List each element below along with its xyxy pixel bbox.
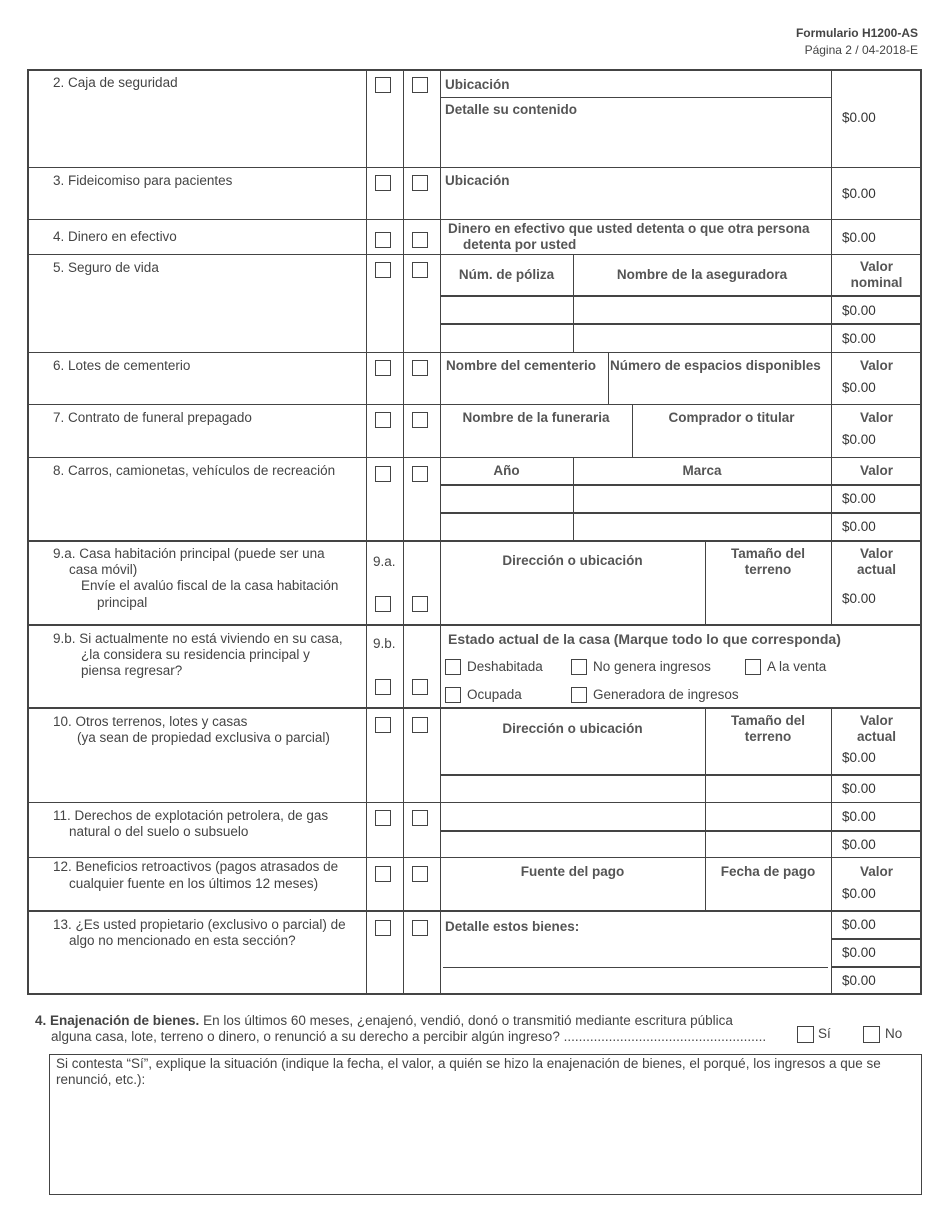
amount-field[interactable]: $0.00 — [842, 230, 876, 245]
explanation-instructions-cont: renunció, etc.): — [56, 1072, 146, 1087]
form-id: Formulario H1200-AS — [795, 26, 918, 40]
column-header: nominal — [850, 275, 903, 290]
amount-field[interactable]: $0.00 — [842, 303, 876, 318]
amount-field[interactable]: $0.00 — [842, 973, 876, 988]
amount-field[interactable]: $0.00 — [842, 519, 876, 534]
row-label: 10. Otros terrenos, lotes y casas — [53, 714, 248, 729]
row-label: cualquier fuente en los últimos 12 meses) — [69, 876, 319, 891]
section-4-question-cont: alguna casa, lote, terreno o dinero, o renunció a su derecho a percibir algún ingreso? ...................................................... — [51, 1029, 767, 1044]
section-4-line1 — [35, 1013, 733, 1029]
row-separator — [27, 707, 922, 709]
column-header: Valor — [859, 358, 894, 373]
checkbox-no[interactable] — [412, 175, 428, 191]
column-header: Valor — [859, 259, 894, 274]
row-separator — [27, 404, 922, 405]
column-header: Valor — [859, 864, 894, 879]
checkbox-no[interactable] — [863, 1026, 880, 1043]
row-separator — [27, 457, 922, 458]
checkbox-no[interactable] — [412, 466, 428, 482]
row-separator — [27, 219, 922, 220]
option-label: A la venta — [767, 659, 827, 674]
checkbox-yes[interactable] — [375, 360, 391, 376]
field-label: detenta por usted — [463, 237, 577, 252]
column-header: terreno — [744, 562, 792, 577]
checkbox-yes[interactable] — [375, 810, 391, 826]
checkbox-yes[interactable] — [375, 866, 391, 882]
amount-field[interactable]: $0.00 — [842, 331, 876, 346]
house-status-title: Estado actual de la casa (Marque todo lo que corresponda) — [448, 631, 841, 647]
value-column-divider — [831, 910, 832, 995]
write-line — [443, 967, 828, 968]
row-label: 4. Dinero en efectivo — [53, 229, 177, 244]
checkbox-yes[interactable] — [375, 175, 391, 191]
section-4-title: 4. Enajenación de bienes. — [35, 1013, 200, 1028]
explanation-instructions: Si contesta “Sí”, explique la situación (indique la fecha, el valor, a quién se hizo la enajenación de bienes, el porqué, los ingresos a que se — [56, 1056, 881, 1071]
field-label: Dinero en efectivo que usted detenta o que otra persona — [448, 221, 810, 236]
column-header: Valor — [859, 546, 894, 561]
option-checkbox[interactable] — [571, 687, 587, 703]
row-separator — [27, 857, 922, 858]
checkbox-yes[interactable] — [375, 412, 391, 428]
column-header: Número de espacios disponibles — [610, 358, 821, 373]
checkbox-no[interactable] — [412, 77, 428, 93]
amount-field[interactable]: $0.00 — [842, 110, 876, 125]
column-header: actual — [856, 729, 897, 744]
option-checkbox[interactable] — [445, 687, 461, 703]
column-header: Valor — [859, 463, 894, 478]
amount-field[interactable]: $0.00 — [842, 750, 876, 765]
row-separator — [27, 624, 922, 626]
inner-divider — [573, 254, 574, 352]
checkbox-yes[interactable] — [375, 262, 391, 278]
amount-field[interactable]: $0.00 — [842, 591, 876, 606]
row-label: 13. ¿Es usted propietario (exclusivo o parcial) de — [53, 917, 346, 932]
checkbox-yes[interactable] — [375, 232, 391, 248]
amount-field[interactable]: $0.00 — [842, 917, 876, 932]
column-header: Valor — [859, 713, 894, 728]
option-label: No genera ingresos — [593, 659, 711, 674]
inner-line — [440, 830, 922, 832]
checkbox-no[interactable] — [412, 232, 428, 248]
column-header: Valor — [859, 410, 894, 425]
option-label: Generadora de ingresos — [593, 687, 739, 702]
amount-field[interactable]: $0.00 — [842, 781, 876, 796]
amount-field[interactable]: $0.00 — [842, 809, 876, 824]
option-checkbox[interactable] — [445, 659, 461, 675]
row-separator — [27, 802, 922, 803]
inner-divider — [608, 352, 609, 404]
inner-line — [831, 966, 922, 968]
column-header: Nombre de la funeraria — [462, 410, 610, 425]
row-label: 2. Caja de seguridad — [53, 75, 178, 90]
column-header: Comprador o titular — [668, 410, 795, 425]
field-label: Detalle estos bienes: — [445, 919, 580, 934]
no-label: No — [885, 1026, 903, 1041]
checkbox-no[interactable] — [412, 679, 428, 695]
row-label: Envíe el avalúo fiscal de la casa habitación — [81, 578, 339, 593]
column-header: Núm. de póliza — [458, 267, 555, 282]
checkbox-yes[interactable] — [375, 466, 391, 482]
column-header: Año — [493, 463, 520, 478]
field-label: Detalle su contenido — [445, 102, 578, 117]
row-separator — [27, 910, 922, 912]
amount-field[interactable]: $0.00 — [842, 186, 876, 201]
checkbox-no[interactable] — [412, 596, 428, 612]
checkbox-yes[interactable] — [375, 679, 391, 695]
option-label: Ocupada — [467, 687, 522, 702]
row-label: 8. Carros, camionetas, vehículos de recreación — [53, 463, 336, 478]
row-label: ¿la considera su residencia principal y — [81, 647, 310, 662]
row-label: 6. Lotes de cementerio — [53, 358, 191, 373]
field-label: Ubicación — [445, 173, 510, 188]
row-separator — [27, 167, 922, 168]
column-header: Tamaño del — [730, 713, 805, 728]
row-separator — [27, 540, 922, 542]
checkbox-no[interactable] — [412, 262, 428, 278]
inner-divider — [573, 457, 574, 540]
option-label: Deshabitada — [467, 659, 543, 674]
amount-field[interactable]: $0.00 — [842, 380, 876, 395]
amount-field[interactable]: $0.00 — [842, 886, 876, 901]
column-header: Fecha de pago — [720, 864, 816, 879]
column-header: Marca — [682, 463, 722, 478]
option-checkbox[interactable] — [745, 659, 761, 675]
row-label: 3. Fideicomiso para pacientes — [53, 173, 233, 188]
page-number: Página 2 / 04-2018-E — [804, 43, 918, 57]
inner-line — [831, 938, 922, 940]
column-header: Nombre de la aseguradora — [616, 267, 788, 282]
row-label: 12. Beneficios retroactivos (pagos atrasados de — [53, 859, 339, 874]
row-label: (ya sean de propiedad exclusiva o parcial) — [77, 730, 330, 745]
field-label: Ubicación — [445, 77, 510, 92]
inner-line — [440, 774, 922, 776]
checkbox-yes[interactable] — [375, 920, 391, 936]
row-label: casa móvil) — [69, 562, 138, 577]
amount-field[interactable]: $0.00 — [842, 432, 876, 447]
row-separator — [27, 352, 922, 353]
inner-line — [440, 97, 831, 98]
row-label: algo no mencionado en esta sección? — [69, 933, 296, 948]
amount-field[interactable]: $0.00 — [842, 837, 876, 852]
column-header: actual — [856, 562, 897, 577]
checkbox-no[interactable] — [412, 412, 428, 428]
si-label: Sí — [818, 1026, 831, 1041]
row-label: 9.b. Si actualmente no está viviendo en su casa, — [53, 631, 343, 646]
checkbox-no[interactable] — [412, 920, 428, 936]
option-checkbox[interactable] — [571, 659, 587, 675]
row-label: principal — [97, 595, 148, 610]
inner-line — [440, 323, 922, 325]
column-header: Dirección o ubicación — [502, 553, 643, 568]
row-label: 9.a. Casa habitación principal (puede ser una — [53, 546, 325, 561]
row-label: 11. Derechos de explotación petrolera, de gas — [53, 808, 329, 823]
row-separator — [27, 254, 922, 255]
checkbox-yes[interactable] — [375, 77, 391, 93]
row-tag: 9.b. — [373, 636, 396, 651]
amount-field[interactable]: $0.00 — [842, 491, 876, 506]
column-header: Dirección o ubicación — [502, 721, 643, 736]
checkbox-no[interactable] — [412, 717, 428, 733]
column-header: terreno — [744, 729, 792, 744]
checkbox-yes[interactable] — [375, 596, 391, 612]
row-label: 5. Seguro de vida — [53, 260, 159, 275]
column-header: Fuente del pago — [520, 864, 625, 879]
explanation-textarea[interactable] — [49, 1054, 922, 1195]
section-4-question: En los últimos 60 meses, ¿enajenó, vendió, donó o transmitió mediante escritura pública — [203, 1013, 733, 1028]
value-column-divider — [831, 69, 832, 624]
checkbox-no[interactable] — [412, 866, 428, 882]
row-label: natural o del suelo o subsuelo — [69, 824, 249, 839]
row-tag: 9.a. — [373, 554, 396, 569]
column-header: Nombre del cementerio — [446, 358, 597, 373]
inner-line — [440, 484, 922, 486]
row-label: 7. Contrato de funeral prepagado — [53, 410, 252, 425]
inner-line — [440, 512, 922, 514]
checkbox-yes[interactable] — [375, 717, 391, 733]
checkbox-si[interactable] — [797, 1026, 814, 1043]
inner-line — [440, 295, 922, 297]
checkbox-no[interactable] — [412, 360, 428, 376]
checkbox-no[interactable] — [412, 810, 428, 826]
amount-field[interactable]: $0.00 — [842, 945, 876, 960]
row-label: piensa regresar? — [81, 663, 183, 678]
column-header: Tamaño del — [730, 546, 805, 561]
